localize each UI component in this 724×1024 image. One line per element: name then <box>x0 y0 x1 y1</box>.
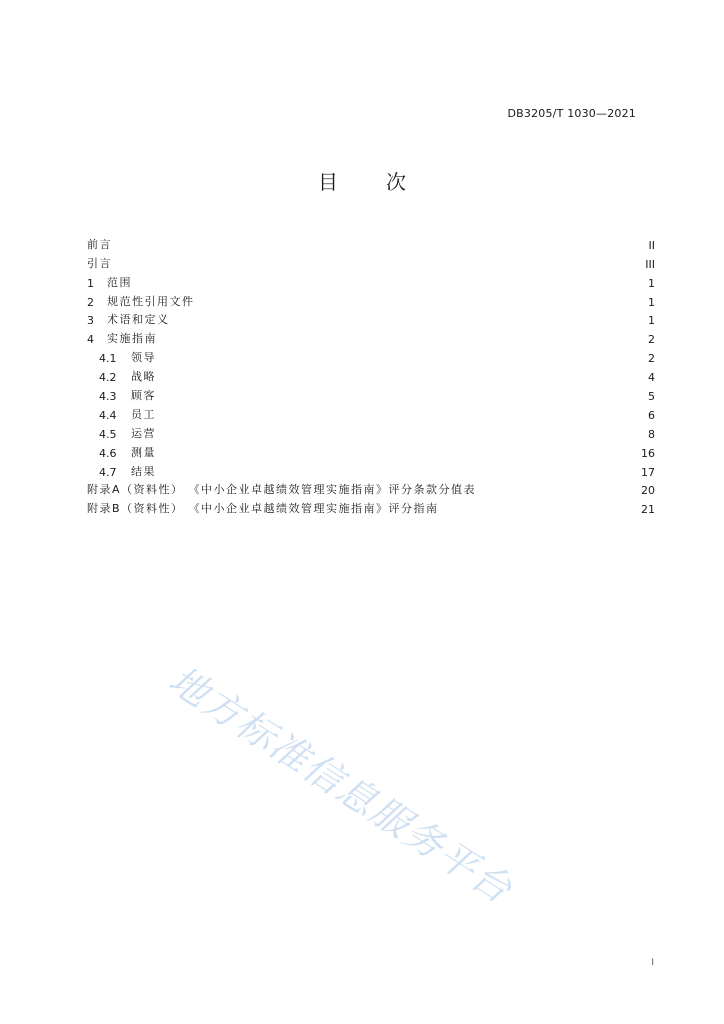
toc-entry-page: 4 <box>648 371 655 385</box>
toc-entry-number: 4.5 <box>99 427 117 441</box>
toc-entry-page: 5 <box>648 390 655 404</box>
toc-entry-page: 21 <box>641 503 655 517</box>
toc-dot-leader <box>114 259 643 271</box>
toc-entry-page: 16 <box>641 446 655 460</box>
toc-entry-page: 20 <box>641 484 655 498</box>
toc-entry-label: 顾客 <box>131 389 156 403</box>
toc-entry-label: 范围 <box>107 275 132 289</box>
toc-entry[interactable] <box>87 271 655 290</box>
toc-dot-leader <box>158 467 639 479</box>
toc-dot-leader <box>158 410 643 422</box>
toc-entry-number: 4.6 <box>99 446 117 460</box>
toc-entry-label: 实施指南 <box>107 332 157 346</box>
toc-dot-leader <box>478 485 639 497</box>
toc-entry-number: 4.3 <box>99 390 117 404</box>
toc-dot-leader <box>172 315 644 327</box>
toc-entry[interactable] <box>87 497 655 516</box>
title-char-2: 次 <box>386 170 406 194</box>
toc-entry-number: 4.1 <box>99 352 117 366</box>
toc-dot-leader <box>158 391 643 403</box>
toc-entry-page: 8 <box>648 427 655 441</box>
toc-dot-leader <box>441 504 639 516</box>
toc-entry-label: 结果 <box>131 464 156 478</box>
toc-entry[interactable] <box>87 460 655 479</box>
toc-entry-label: 附录A（资料性） 《中小企业卓越绩效管理实施指南》评分条款分值表 <box>87 483 477 497</box>
toc-entry-page: 2 <box>648 352 655 366</box>
toc-entry-page: 1 <box>648 295 655 309</box>
title-char-1: 目 <box>318 170 338 194</box>
toc-entry-label: 运营 <box>131 426 156 440</box>
toc-entry-number: 4.4 <box>99 408 117 422</box>
toc-entry[interactable] <box>87 327 655 346</box>
toc-entry[interactable] <box>87 422 655 441</box>
toc-entry-label: 术语和定义 <box>107 313 170 327</box>
toc-entry[interactable] <box>87 479 655 498</box>
toc-dot-leader <box>158 372 643 384</box>
toc-entry-page: II <box>648 238 655 252</box>
toc-dot-leader <box>134 278 643 290</box>
page-title <box>0 166 724 195</box>
toc-entry-label: 战略 <box>131 370 156 384</box>
toc-entry-label: 员工 <box>131 407 156 421</box>
toc-entry[interactable] <box>87 233 655 252</box>
toc-dot-leader <box>159 334 643 346</box>
toc-entry-page: 2 <box>648 333 655 347</box>
toc-dot-leader <box>158 448 639 460</box>
toc-entry-label: 前言 <box>87 237 112 251</box>
toc-entry-label: 领导 <box>131 351 156 365</box>
toc-dot-leader <box>158 429 643 441</box>
toc-entry[interactable] <box>87 290 655 309</box>
toc-entry-label: 引言 <box>87 256 112 270</box>
toc-entry-number: 4 <box>87 333 94 347</box>
toc-entry-page: 1 <box>648 276 655 290</box>
toc-dot-leader <box>114 240 643 252</box>
table-of-contents <box>87 233 655 516</box>
toc-entry-label: 附录B（资料性） 《中小企业卓越绩效管理实施指南》评分指南 <box>87 502 439 516</box>
toc-entry-label: 测量 <box>131 445 156 459</box>
toc-entry-label: 规范性引用文件 <box>107 294 195 308</box>
toc-entry-page: 6 <box>648 408 655 422</box>
toc-entry[interactable] <box>87 403 655 422</box>
toc-entry-number: 1 <box>87 276 94 290</box>
toc-entry[interactable] <box>87 441 655 460</box>
toc-dot-leader <box>158 353 643 365</box>
toc-dot-leader <box>197 297 644 309</box>
toc-entry-number: 4.7 <box>99 465 117 479</box>
toc-entry-page: III <box>645 257 655 271</box>
toc-entry-page: 1 <box>648 314 655 328</box>
toc-entry-number: 3 <box>87 314 94 328</box>
toc-entry[interactable] <box>87 252 655 271</box>
footer-page-number: I <box>651 958 654 968</box>
document-code: DB3205/T 1030—2021 <box>507 107 636 120</box>
toc-entry[interactable] <box>87 346 655 365</box>
toc-entry-number: 2 <box>87 295 94 309</box>
toc-entry[interactable] <box>87 365 655 384</box>
toc-entry[interactable] <box>87 309 655 328</box>
toc-entry-page: 17 <box>641 465 655 479</box>
toc-entry[interactable] <box>87 384 655 403</box>
toc-entry-number: 4.2 <box>99 371 117 385</box>
watermark: 地方标准信息服务平台 <box>161 657 521 913</box>
